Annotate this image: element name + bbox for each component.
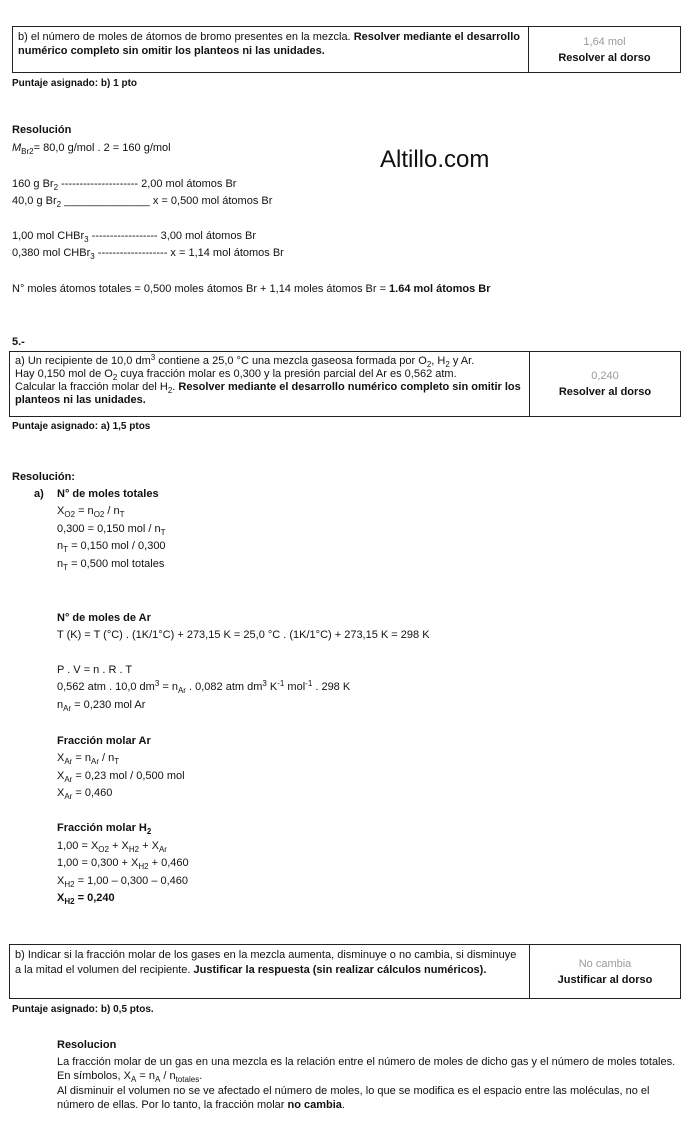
q4b-plain: b) el número de moles de átomos de bromo presentes en la mezcla. xyxy=(18,31,351,43)
eq-g2 xyxy=(57,857,189,869)
pv2e: mol xyxy=(284,681,306,693)
e1: = n xyxy=(78,505,94,517)
question-5b-box xyxy=(9,944,681,999)
sub: T xyxy=(63,545,69,554)
heading-fraccion-h2 xyxy=(57,822,151,834)
sub: 2 xyxy=(56,200,62,209)
heading-fraccion-ar: Fracción molar Ar xyxy=(57,735,151,747)
sub: H2 xyxy=(128,845,140,854)
sub: 2 xyxy=(112,373,118,382)
question-5a-box xyxy=(9,351,681,417)
pv2f: . 298 K xyxy=(312,681,351,693)
q5t4: y Ar. xyxy=(449,355,475,367)
e2: 0,300 = 0,150 mol / n xyxy=(57,523,161,535)
p2-end: . xyxy=(341,1099,345,1111)
answer-cell-5a xyxy=(530,352,680,416)
e4: = 0,500 mol totales xyxy=(68,558,165,570)
l3a: 1,00 mol CHBr xyxy=(12,230,85,242)
hint-5a: Resolver al dorso xyxy=(558,386,652,398)
sub: H2 xyxy=(64,897,75,906)
sub: A xyxy=(130,1075,137,1084)
question-4b-text xyxy=(13,27,529,72)
answer-cell-4b xyxy=(529,27,680,72)
sup: -1 xyxy=(277,679,285,688)
p1d: . xyxy=(199,1070,203,1082)
g1c: + X xyxy=(139,840,159,852)
q5t7: Calcular la fracción molar del H xyxy=(15,381,168,393)
q5-bold: Resolver mediante el desarrollo numérico completo sin omitir los planteos ni las unidades. xyxy=(15,381,521,406)
sub: O2 xyxy=(98,845,109,854)
q5t5: Hay 0,150 mol de O xyxy=(15,368,113,380)
molar-mass-line xyxy=(12,142,171,154)
q5t3: , H xyxy=(431,355,446,367)
sup: 3 xyxy=(154,679,160,688)
g1b: + X xyxy=(108,840,129,852)
resolution-5-title: Resolución: xyxy=(12,471,75,483)
eq-pv-values xyxy=(57,681,350,693)
m-line-text: = 80,0 g/mol . 2 = 160 g/mol xyxy=(33,142,171,154)
total-moles-line xyxy=(12,283,491,295)
score-5a: Puntaje asignado: a) 1,5 ptos xyxy=(12,421,151,432)
answer-cell-5b xyxy=(530,945,680,998)
sup: 3 xyxy=(262,679,267,688)
f3: = 0,460 xyxy=(72,787,113,799)
eq-xar3: $X_{Ar} = 0,460$ xyxy=(57,787,113,801)
question-5a-text xyxy=(10,352,530,416)
heading-moles-ar: N° de moles de Ar xyxy=(57,612,151,624)
p2: Al disminuir el volumen no se ve afectado el número de moles, lo que se modifica es el espacio entre las moléculas, no el número de ellas. Por lo tanto, la fracción molar xyxy=(57,1085,650,1111)
sub: A xyxy=(154,1075,161,1084)
sub: 3 xyxy=(90,252,95,261)
sub: Ar xyxy=(63,704,72,713)
question-4b-box xyxy=(12,26,681,73)
pv2a: 0,562 atm . 10,0 dm xyxy=(57,681,155,693)
sub: T xyxy=(119,510,125,519)
part-a-label: a) xyxy=(34,488,44,500)
answer-5b: No cambia xyxy=(578,957,632,970)
sup: -1 xyxy=(305,679,313,688)
sub: 2 xyxy=(167,386,173,395)
q5t8: . xyxy=(172,381,179,393)
q5b-plain: b) Indicar si la fracción molar de los gases en la mezcla aumenta, disminuye o no cambia, si disminuye a la mitad el volumen del recipiente. xyxy=(15,949,517,976)
question-5b-text xyxy=(10,945,530,998)
l1a: 160 g Br xyxy=(12,178,54,190)
g4: = 0,240 xyxy=(74,892,115,904)
answer-5a: 0,240 xyxy=(591,370,619,382)
p1c: / n xyxy=(160,1070,176,1082)
total-text: N° moles átomos totales = 0,500 moles átomos Br + 1,14 moles átomos Br = xyxy=(12,283,390,295)
q4b-bold: Resolver mediante el desarrollo numérico completo sin omitir los planteos ni las unidades. xyxy=(18,31,520,57)
m-symbol: M xyxy=(12,142,22,154)
eq-xo2: $X_{O2} = n_{O2} / n_T$ xyxy=(57,505,125,519)
eq-xar2: $X_{Ar} = 0,23$ mol / 0,500 mol xyxy=(57,770,185,784)
sub: Ar xyxy=(158,845,167,854)
p2-bold: no cambia xyxy=(287,1099,342,1111)
sup: 3 xyxy=(150,353,156,362)
h4: Fracción molar H xyxy=(57,822,147,834)
eq-nar: $n_{Ar} = 0,230$ mol Ar xyxy=(57,699,146,713)
l4a: 0,380 mol CHBr xyxy=(12,247,91,259)
pv2d: K xyxy=(266,681,278,693)
question-5-number: 5.- xyxy=(12,336,25,348)
l1b: --------------------- 2,00 mol átomos Br xyxy=(58,178,237,190)
l3b: ------------------ 3,00 mol átomos Br xyxy=(88,230,257,242)
eq-xar1: $X_{Ar} = n_{Ar} / n_T$ xyxy=(57,752,120,766)
pv2b: = n xyxy=(159,681,178,693)
sub: Ar xyxy=(177,686,186,695)
sub: O2 xyxy=(93,510,105,519)
sub: 2 xyxy=(426,360,432,369)
resolution-title: Resolución xyxy=(12,124,72,136)
f1a: = n xyxy=(72,752,91,764)
p1b: = n xyxy=(136,1070,155,1082)
rule-line-3 xyxy=(12,230,256,242)
q5b-bold: Justificar la respuesta (sin realizar cálculos numéricos). xyxy=(193,964,487,976)
hint-4b: Resolver al dorso xyxy=(558,51,651,64)
pv2c: . 0,082 atm dm xyxy=(185,681,263,693)
l4b: ------------------- x = 1,14 mol átomos Br xyxy=(94,247,284,259)
rule-line-2 xyxy=(12,195,272,207)
q5t2: contiene a 25,0 °C una mezcla gaseosa formada por O xyxy=(155,355,427,367)
eq-temperature: T (K) = T (°C) . (1K/1°C) + 273,15 K = 25,0 °C . (1K/1°C) + 273,15 K = 298 K xyxy=(57,629,430,641)
g1a: 1,00 = X xyxy=(57,840,99,852)
sub: totales xyxy=(175,1075,200,1084)
eq-g4-result: $X_{H2} = 0,240$ xyxy=(57,892,115,906)
score-4b: Puntaje asignado: b) 1 pto xyxy=(12,78,138,89)
e3: = 0,150 mol / 0,300 xyxy=(68,540,166,552)
nar: = 0,230 mol Ar xyxy=(71,699,146,711)
sub: T xyxy=(114,757,120,766)
sub: H2 xyxy=(138,862,149,871)
l2a: 40,0 g Br xyxy=(12,195,57,207)
g2b: + 0,460 xyxy=(148,857,189,869)
sub: Ar xyxy=(64,757,73,766)
sub: Ar xyxy=(64,775,73,784)
p1: La fracción molar de un gas en una mezcla es la relación entre el número de moles de dicho gas y el número de moles totales. En símbolos, X xyxy=(57,1056,676,1082)
g3: = 1,00 – 0,300 – 0,460 xyxy=(74,875,189,887)
eq-g3: $X_{H2} = 1,00 - 0,300 - 0,460$ xyxy=(57,875,189,889)
f2: = 0,23 mol / 0,500 mol xyxy=(72,770,185,782)
score-5b: Puntaje asignado: b) 0,5 ptos. xyxy=(12,1004,154,1015)
sub-br2: Br2 xyxy=(21,147,34,156)
sub: 3 xyxy=(84,235,89,244)
eq-pv: P . V = n . R . T xyxy=(57,664,133,676)
hint-5b: Justificar al dorso xyxy=(557,973,653,986)
resolution-5b-body xyxy=(57,1055,687,1112)
sub: H2 xyxy=(64,880,75,889)
l2b: ______________ x = 0,500 mol átomos Br xyxy=(61,195,273,207)
eq-g1 xyxy=(57,840,167,852)
sub: 2 xyxy=(445,360,450,369)
g2a: 1,00 = 0,300 + X xyxy=(57,857,139,869)
sub: Ar xyxy=(91,757,99,766)
sub: 2 xyxy=(53,183,59,192)
heading-moles-totales: N° de moles totales xyxy=(57,488,159,500)
sub: O2 xyxy=(64,510,76,519)
f1b: / n xyxy=(99,752,115,764)
sub: 2 xyxy=(146,827,152,836)
e1b: / n xyxy=(104,505,120,517)
total-bold: 1.64 mol átomos Br xyxy=(389,283,491,295)
sub: T xyxy=(63,563,69,572)
eq-0300 xyxy=(57,523,166,535)
watermark-logo: Altillo.com xyxy=(380,146,490,173)
rule-line-4 xyxy=(12,247,284,259)
sub: T xyxy=(160,528,166,537)
eq-nt1: $n_T = 0,150$ mol / 0,300 xyxy=(57,540,166,554)
resolution-5b-title: Resolucion xyxy=(57,1039,117,1051)
sub: Ar xyxy=(64,792,73,801)
q5t6: cuya fracción molar es 0,300 y la presión parcial del Ar es 0,562 atm. xyxy=(117,368,457,380)
answer-4b: 1,64 mol xyxy=(583,35,626,48)
eq-nt2: $n_T = 0,500$ mol totales xyxy=(57,558,165,572)
q5t1: a) Un recipiente de 10,0 dm xyxy=(15,355,151,367)
rule-line-1 xyxy=(12,178,236,190)
